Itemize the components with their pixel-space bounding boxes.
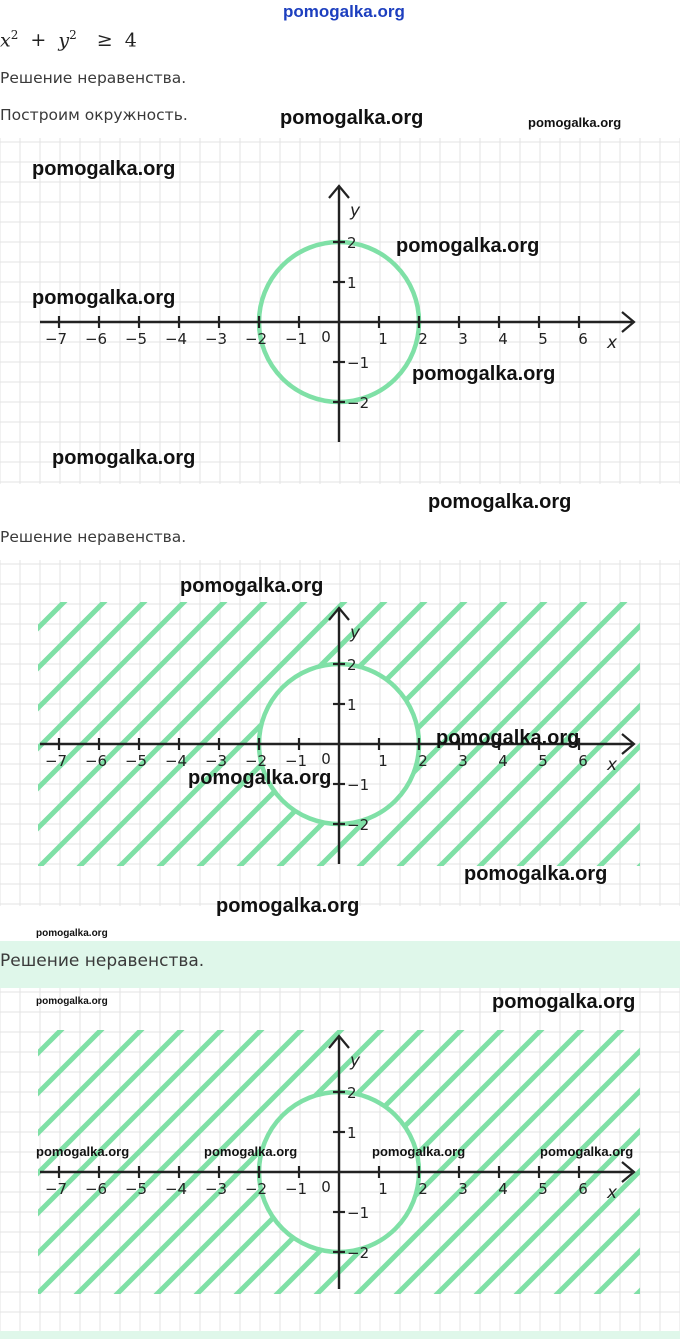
x-tick-label: 2 — [418, 330, 428, 348]
y-tick-label: −1 — [347, 776, 370, 794]
x-tick-label: −6 — [84, 330, 108, 348]
graph-circle — [0, 138, 680, 484]
y-tick-label: 2 — [347, 1084, 357, 1102]
x-tick-label: −3 — [204, 330, 228, 348]
x-tick-label: −4 — [164, 1180, 188, 1198]
answer-highlight — [0, 941, 680, 988]
x-tick-label: −6 — [84, 752, 108, 770]
formula-relation: ≥ — [96, 29, 113, 52]
origin-label: 0 — [321, 750, 331, 768]
x-tick-label: 4 — [498, 330, 508, 348]
watermark: pomogalka.org — [540, 1144, 634, 1159]
graph-circle-svg — [0, 138, 680, 484]
x-tick-label: −2 — [244, 752, 268, 770]
x-tick-label: 3 — [458, 1180, 468, 1198]
paragraph-solution-1: Решение неравенства. — [0, 69, 187, 87]
watermark: pomogalka.org — [492, 991, 636, 1013]
x-tick-label: 2 — [418, 752, 428, 770]
x-tick-label: 6 — [578, 330, 588, 348]
y-tick-label: −1 — [347, 1204, 370, 1222]
x-tick-label: −5 — [124, 330, 148, 348]
x-axis-label: x — [606, 333, 618, 353]
watermark: pomogalka.org — [204, 1144, 298, 1159]
y-tick-label: −2 — [347, 1244, 370, 1262]
paragraph-solution-2: Решение неравенства. — [0, 528, 187, 546]
graph-hatched-2 — [0, 988, 680, 1331]
hatch-line — [0, 988, 223, 1331]
x-axis-label: x — [606, 1183, 618, 1203]
hatch-line — [0, 560, 226, 906]
paragraph-build-circle: Построим окружность. — [0, 106, 188, 124]
x-tick-label: −7 — [44, 1180, 68, 1198]
formula-x: x — [0, 29, 11, 52]
watermark: pomogalka.org — [36, 928, 108, 939]
watermark: pomogalka.org — [464, 863, 608, 885]
x-tick-label: −1 — [284, 1180, 308, 1198]
y-axis-label: y — [349, 201, 361, 221]
watermark: pomogalka.org — [52, 447, 196, 469]
hatch-line — [0, 988, 143, 1331]
x-tick-label: −7 — [44, 330, 68, 348]
x-tick-label: 5 — [538, 752, 548, 770]
x-tick-label: 1 — [378, 752, 388, 770]
formula-y-exponent: 2 — [69, 28, 77, 42]
y-tick-label: −1 — [347, 354, 370, 372]
x-tick-label: 6 — [578, 752, 588, 770]
y-tick-label: 1 — [347, 1124, 357, 1142]
watermark: pomogalka.org — [428, 491, 572, 513]
y-tick-label: 2 — [347, 234, 357, 252]
y-axis-label: y — [349, 623, 361, 643]
watermark: pomogalka.org — [412, 363, 556, 385]
formula-x-exponent: 2 — [10, 28, 19, 42]
paragraph-solution-3: Решение неравенства. — [0, 951, 205, 971]
inequality-formula — [0, 28, 137, 51]
watermark: pomogalka.org — [216, 895, 360, 917]
y-tick-label: 2 — [347, 656, 357, 674]
x-tick-label: −2 — [244, 1180, 268, 1198]
x-tick-label: 4 — [498, 752, 508, 770]
formula-y: y — [58, 29, 70, 52]
watermark: pomogalka.org — [372, 1144, 466, 1159]
x-tick-label: −5 — [124, 752, 148, 770]
x-tick-label: 4 — [498, 1180, 508, 1198]
x-tick-label: −4 — [164, 330, 188, 348]
graph-hatched-2-svg — [0, 988, 680, 1331]
x-tick-label: −6 — [84, 1180, 108, 1198]
x-tick-label: 5 — [538, 1180, 548, 1198]
watermark: pomogalka.org — [36, 1144, 130, 1159]
x-tick-label: −3 — [204, 1180, 228, 1198]
x-tick-label: 5 — [538, 330, 548, 348]
watermark: pomogalka.org — [188, 767, 332, 789]
watermark: pomogalka.org — [36, 996, 108, 1007]
x-tick-label: 2 — [418, 1180, 428, 1198]
watermark: pomogalka.org — [396, 235, 540, 257]
y-tick-label: −2 — [347, 816, 370, 834]
x-axis-label: x — [606, 755, 618, 775]
x-tick-label: 6 — [578, 1180, 588, 1198]
origin-label: 0 — [321, 328, 331, 346]
watermark: pomogalka.org — [180, 575, 324, 597]
watermark: pomogalka.org — [280, 107, 424, 129]
x-tick-label: −2 — [244, 330, 268, 348]
x-tick-label: −7 — [44, 752, 68, 770]
hatch-line — [0, 988, 303, 1331]
formula-plus: + — [30, 29, 47, 52]
x-tick-label: 3 — [458, 330, 468, 348]
watermark: pomogalka.org — [32, 287, 176, 309]
header-site-link[interactable]: pomogalka.org — [283, 2, 405, 21]
watermark: pomogalka.org — [528, 115, 622, 130]
bottom-highlight — [0, 1331, 680, 1339]
x-tick-label: −1 — [284, 752, 308, 770]
watermark: pomogalka.org — [32, 158, 176, 180]
hatch-line — [0, 560, 26, 906]
x-tick-label: −3 — [204, 752, 228, 770]
x-tick-label: 1 — [378, 330, 388, 348]
x-tick-label: −1 — [284, 330, 308, 348]
y-tick-label: 1 — [347, 696, 357, 714]
origin-label: 0 — [321, 1178, 331, 1196]
y-tick-label: 1 — [347, 274, 357, 292]
x-tick-label: 3 — [458, 752, 468, 770]
hatch-line — [0, 560, 146, 906]
x-tick-label: −5 — [124, 1180, 148, 1198]
watermark: pomogalka.org — [436, 727, 580, 749]
y-axis-label: y — [349, 1051, 361, 1071]
x-tick-label: −4 — [164, 752, 188, 770]
x-tick-label: 1 — [378, 1180, 388, 1198]
y-tick-label: −2 — [347, 394, 370, 412]
formula-rhs: 4 — [124, 29, 137, 52]
